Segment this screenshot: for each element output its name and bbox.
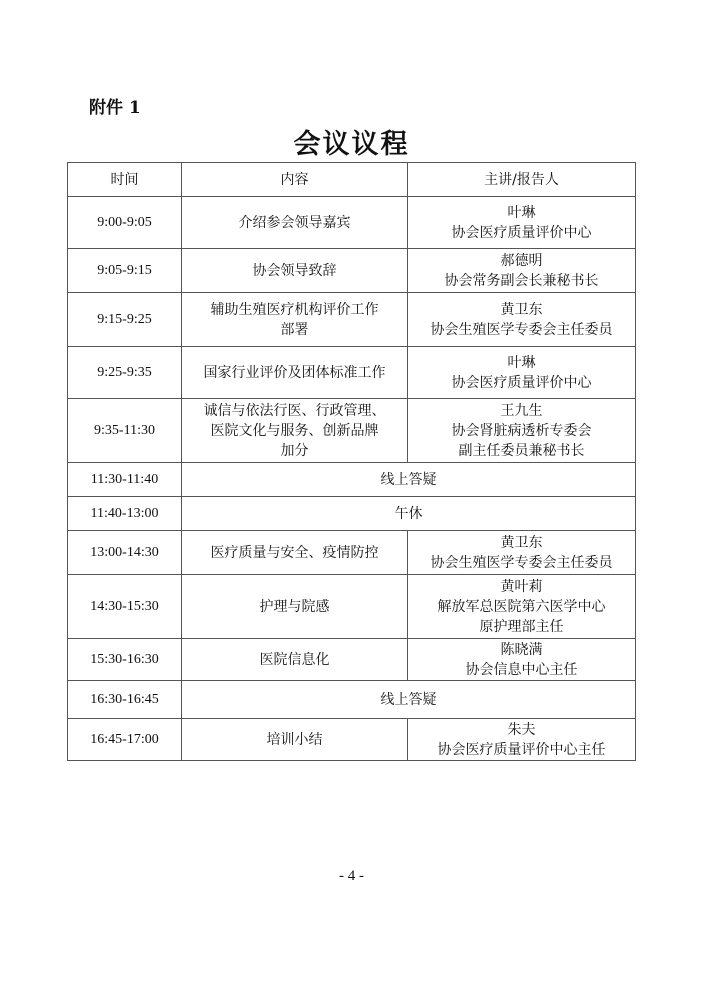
content-cell: [182, 399, 408, 463]
table-row: [68, 681, 636, 719]
content-cell: [182, 531, 408, 575]
content-line: 医疗质量与安全、疫情防控: [210, 544, 379, 561]
table-row: [68, 399, 636, 463]
content-line: 辅助生殖医疗机构评价工作: [210, 301, 379, 318]
content-line: 医院文化与服务、创新品牌: [210, 422, 379, 439]
speaker-title: 协会信息中心主任: [465, 661, 578, 678]
content-cell: [182, 719, 408, 761]
header-content: 内容: [182, 163, 408, 197]
table-row: [68, 531, 636, 575]
time-cell: 11:30-11:40: [68, 463, 182, 497]
speaker-name: 郝德明: [500, 252, 543, 269]
table-row: [68, 249, 636, 293]
header-speaker: 主讲/报告人: [408, 163, 636, 197]
speaker-name: 叶琳: [507, 204, 536, 221]
content-line: 护理与院感: [259, 598, 330, 615]
merged-session-cell: 线上答疑: [182, 463, 636, 497]
speaker-title: 解放军总医院第六医学中心: [437, 598, 606, 615]
speaker-cell: [408, 399, 636, 463]
time-cell: 9:25-9:35: [68, 347, 182, 399]
speaker-cell: [408, 719, 636, 761]
speaker-name: 陈晓满: [500, 641, 543, 658]
agenda-table: [67, 162, 636, 761]
attachment-label: 附件 1: [89, 98, 141, 118]
table-row: [68, 463, 636, 497]
speaker-name: 黄叶莉: [500, 578, 543, 595]
page-title: 会议议程: [293, 129, 410, 160]
table-row: [68, 719, 636, 761]
speaker-cell: [408, 531, 636, 575]
speaker-name: 朱夫: [507, 721, 536, 738]
speaker-name: 黄卫东: [500, 534, 543, 551]
content-line: 部署: [280, 321, 309, 338]
page-number: - 4 -: [339, 868, 364, 884]
time-cell: 15:30-16:30: [68, 639, 182, 681]
table-row: [68, 639, 636, 681]
content-line: 培训小结: [266, 731, 323, 748]
table-row: [68, 197, 636, 249]
speaker-title: 协会生殖医学专委会主任委员: [430, 554, 613, 571]
content-line: 诚信与依法行医、行政管理、: [203, 402, 386, 419]
time-cell: 11:40-13:00: [68, 497, 182, 531]
speaker-cell: [408, 347, 636, 399]
header-time: 时间: [68, 163, 182, 197]
table-row: [68, 575, 636, 639]
content-cell: [182, 639, 408, 681]
merged-session-cell: 线上答疑: [182, 681, 636, 719]
speaker-title: 协会肾脏病透析专委会: [451, 422, 592, 439]
table-row: [68, 293, 636, 347]
speaker-name: 叶琳: [507, 354, 536, 371]
content-cell: [182, 197, 408, 249]
content-cell: [182, 293, 408, 347]
speaker-name: 黄卫东: [500, 301, 543, 318]
time-cell: 9:35-11:30: [68, 399, 182, 463]
time-cell: 16:30-16:45: [68, 681, 182, 719]
speaker-cell: [408, 575, 636, 639]
content-line: 协会领导致辞: [252, 262, 337, 279]
speaker-cell: [408, 293, 636, 347]
content-line: 国家行业评价及团体标准工作: [203, 364, 386, 381]
speaker-cell: [408, 249, 636, 293]
table-row: [68, 347, 636, 399]
speaker-cell: [408, 639, 636, 681]
speaker-name: 王九生: [500, 402, 543, 419]
speaker-cell: [408, 197, 636, 249]
speaker-title: 原护理部主任: [479, 618, 564, 635]
speaker-title: 协会医疗质量评价中心: [451, 374, 592, 391]
speaker-title: 协会生殖医学专委会主任委员: [430, 321, 613, 338]
table-header-row: [68, 163, 636, 197]
speaker-title: 协会医疗质量评价中心: [451, 224, 592, 241]
content-line: 医院信息化: [259, 651, 330, 668]
time-cell: 9:00-9:05: [68, 197, 182, 249]
speaker-title: 协会常务副会长兼秘书长: [444, 272, 599, 289]
time-cell: 16:45-17:00: [68, 719, 182, 761]
merged-session-cell: 午休: [182, 497, 636, 531]
time-cell: 9:15-9:25: [68, 293, 182, 347]
content-line: 加分: [280, 442, 309, 459]
content-cell: [182, 575, 408, 639]
content-cell: [182, 347, 408, 399]
content-cell: [182, 249, 408, 293]
speaker-title: 协会医疗质量评价中心主任: [437, 741, 606, 758]
time-cell: 14:30-15:30: [68, 575, 182, 639]
content-line: 介绍参会领导嘉宾: [238, 214, 351, 231]
time-cell: 9:05-9:15: [68, 249, 182, 293]
time-cell: 13:00-14:30: [68, 531, 182, 575]
speaker-title: 副主任委员兼秘书长: [458, 442, 585, 459]
table-row: [68, 497, 636, 531]
